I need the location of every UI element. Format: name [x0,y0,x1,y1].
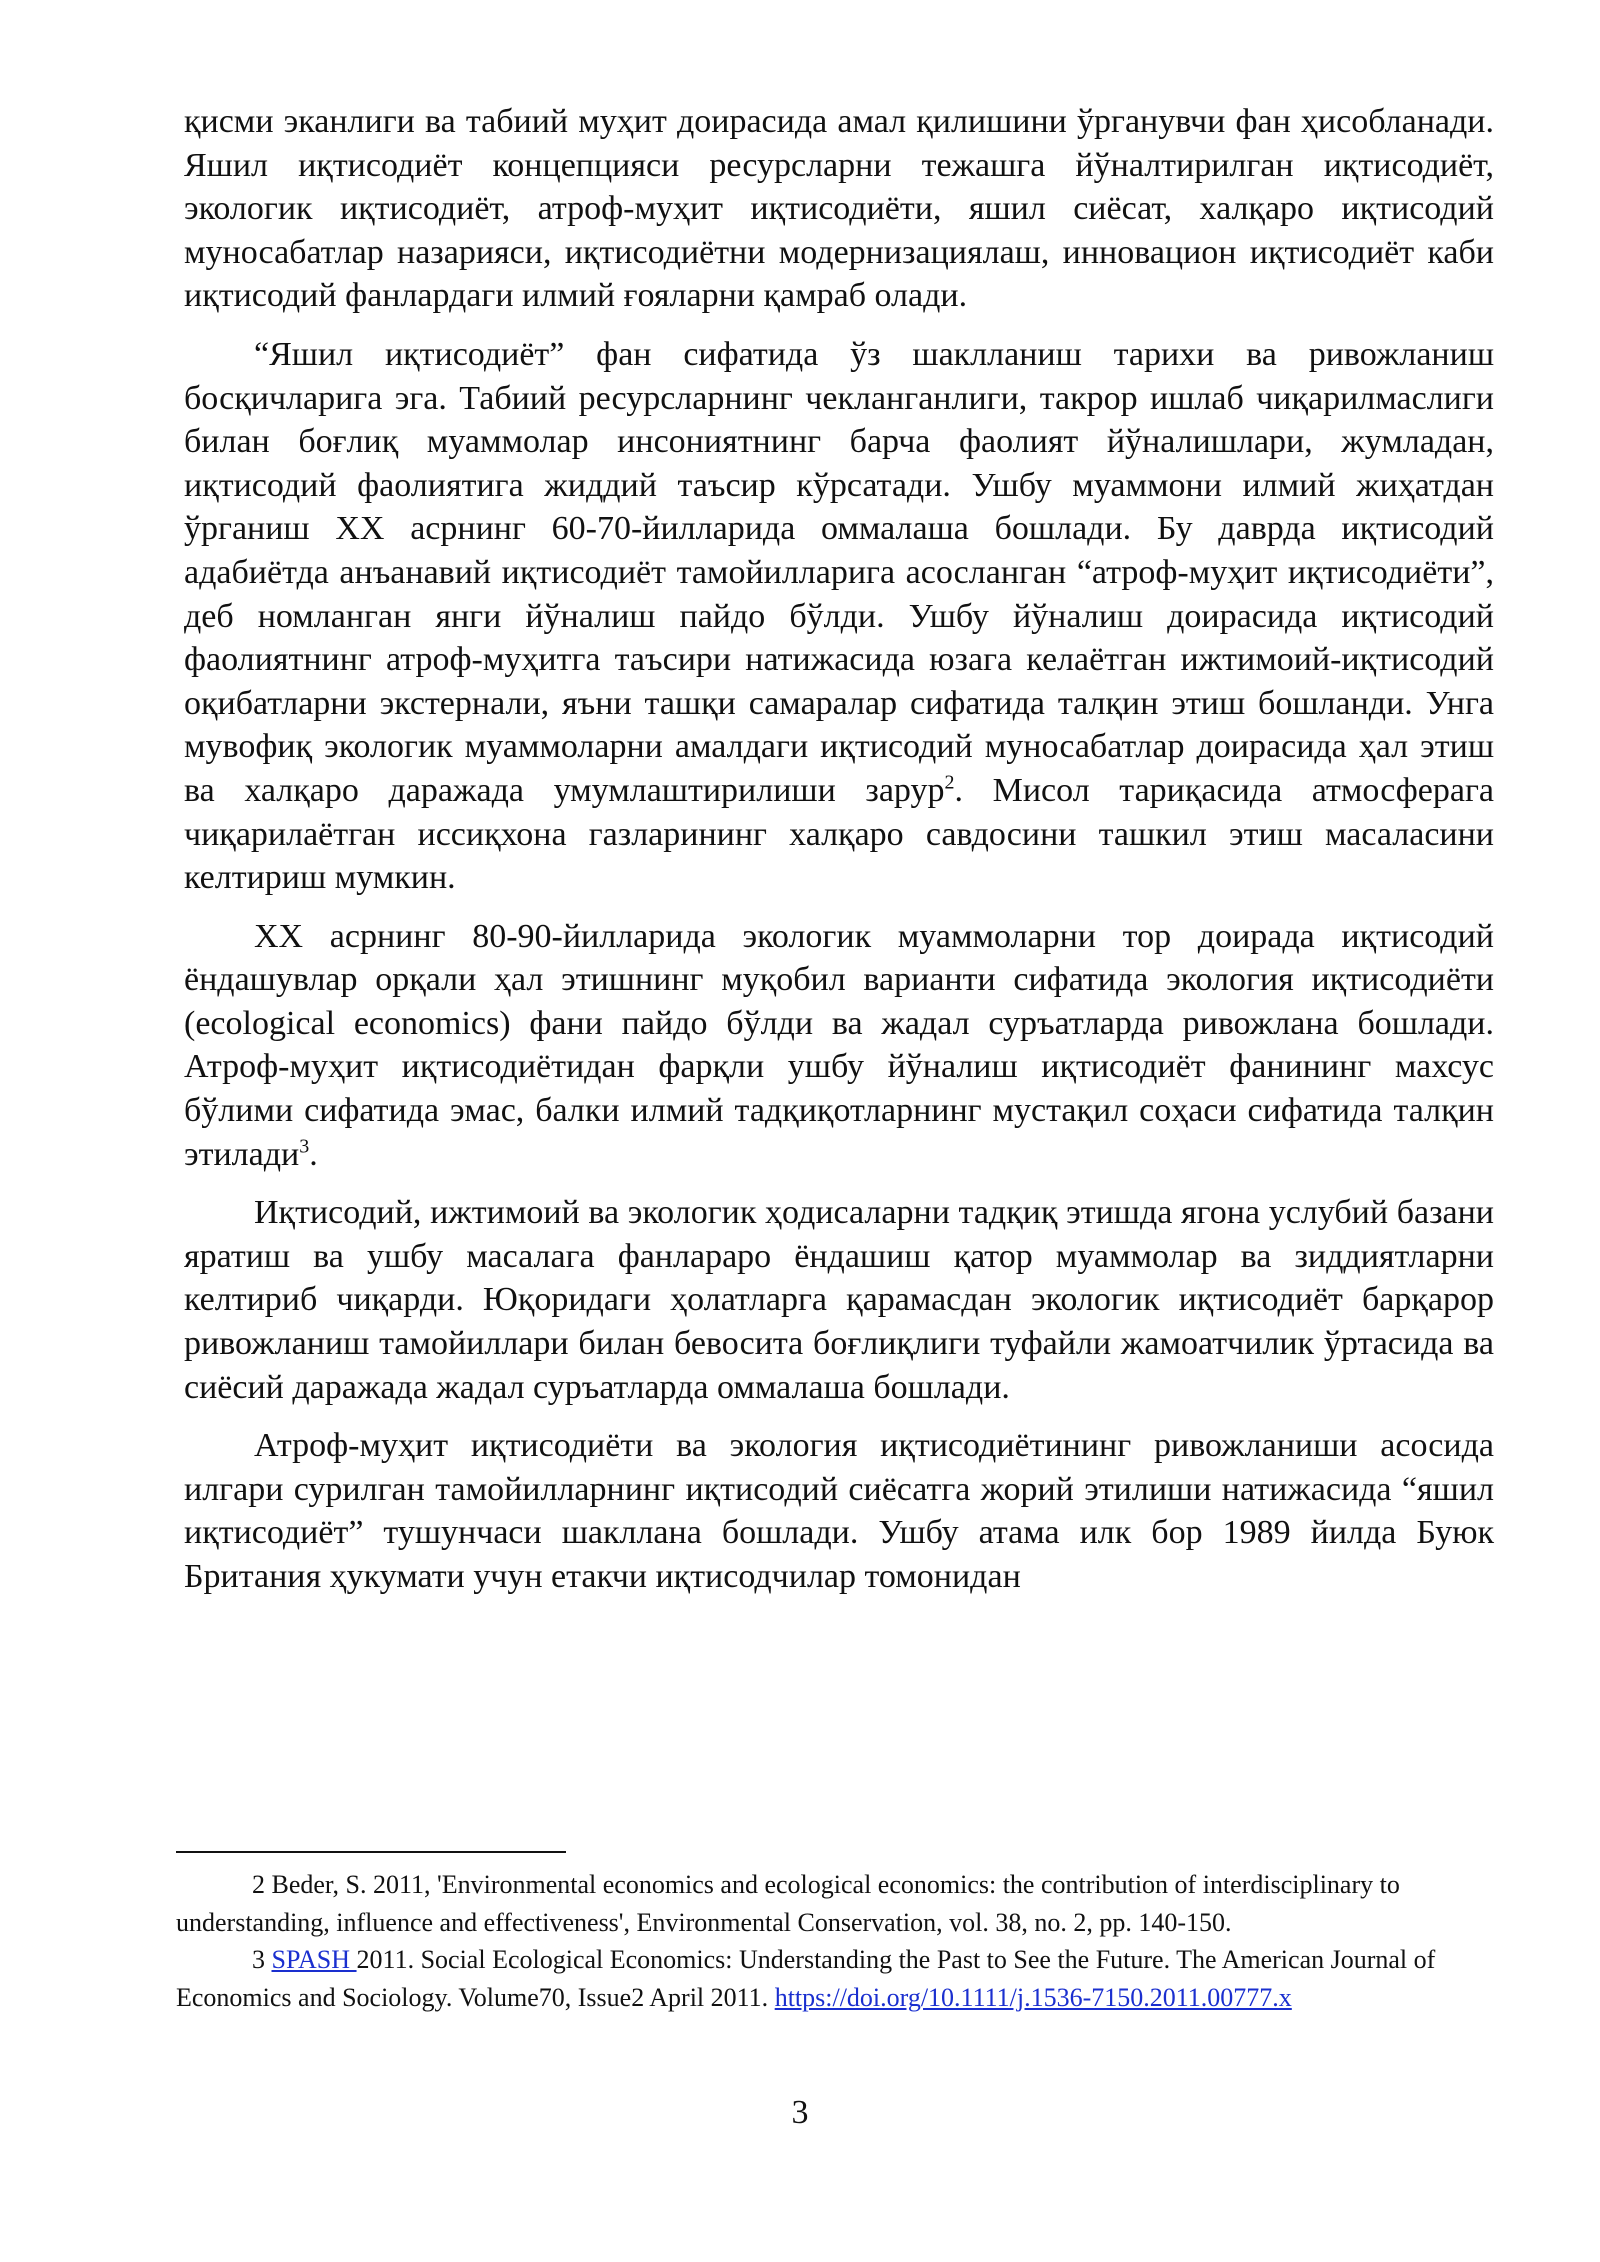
paragraph-1: қисми эканлиги ва табиий муҳит доирасида амал қилишини ўрганувчи фан ҳисобланади. Яшил иқтисодиёт концепцияси ресурсларни тежашга йўналтирилган иқтисодиёт, экологик иқтисодиёт, атроф-муҳит иқтисодиёти, яшил сиёсат, халқаро иқтисодий муносабатлар назарияси, иқтисодиётни модернизациялаш, инновацион иқтисодиёт каби иқтисодий фанлардаги илмий ғояларни қамраб олади. [184,103,1494,315]
paragraph-3 [184,915,1494,1177]
paragraph-5: Атроф-муҳит иқтисодиёти ва экология иқтисодиётининг ривожланиши асосида илгари сурилган тамойилларнинг иқтисодий сиёсатга жорий этилиши натижасида “яшил иқтисодиёт” тушунчаси шакллана бошлади. Ушбу атама илк бор 1989 йилда Буюк Британия ҳукумати учун етакчи иқтисодчилар томонидан [184,1427,1494,1595]
footnote-ref-3[interactable]: 3 [299,1135,310,1158]
paragraph-4: Иқтисодий, ижтимоий ва экологик ҳодисаларни тадқиқ этишда ягона услубий базани яратиш ва ушбу масалага фанлараро ёндашиш қатор муаммолар ва зиддиятларни келтириб чиқарди. Юқоридаги ҳолатларга қарамасдан экологик иқтисодиёт барқарор ривожланиш тамойиллари билан бевосита боғлиқлиги туфайли жамоатчилик ўртасида ва сиёсий даражада жадал суръатларда оммалаша бошлади. [184,1194,1494,1406]
footnote-2-text: Beder, S. 2011, 'Environmental economics and ecological economics: the contribution of interdisciplinary to understanding, influence and effectiveness', Environmental Conservation, vol. 38, no. 2, pp. 140-150. [176,1870,1400,1937]
paragraph-2 [184,333,1494,900]
footnote-separator [176,1851,566,1853]
spash-link[interactable]: SPASH [271,1945,357,1974]
footnote-3-text: 2011. Social Ecological Economics: Understanding the Past to See the Future. The American Journal of Economics and Sociology. Volume70, Issue2 April 2011. [176,1945,1436,2012]
body-text [184,100,1494,1614]
footnote-2 [176,1866,1494,1941]
paragraph-2-text-b: . Мисол тариқасида атмосферага чиқарилаётган иссиқхона газларининг халқаро савдосини ташкил этиш масаласини келтириш мумкин. [184,771,1494,897]
paragraph-2-text-a: “Яшил иқтисодиёт” фан сифатида ўз шаклланиш тарихи ва ривожланиш босқичларига эга. Табиий ресурсларнинг чекланганлиги, такрор ишлаб чиқарилмаслиги билан боғлиқ муаммолар инсониятнинг барча фаолият йўналишлари, жумладан, иқтисодий фаолиятига жиддий таъсир кўрсатади. Ушбу муаммони илмий жиҳатдан ўрганиш XX асрнинг 60-70-йилларида оммалаша бошлади. Бу даврда иқтисодий адабиётда анъанавий иқтисодиёт тамойилларига асосланган “атроф-муҳит иқтисодиёти”, деб номланган янги йўналиш пайдо бўлди. Ушбу йўналиш доирасида иқтисодий фаолиятнинг атроф-муҳитга таъсири натижасида юзага келаётган ижтимоий-иқтисодий оқибатларни экстернали, яъни ташқи самаралар сифатида талқин этиш бошланди. Унга мувофиқ экологик муаммоларни амалдаги иқтисодий муносабатлар доирасида ҳал этиш ва халқаро даражада умумлаштирилиши зарур [184,335,1494,809]
footnote-3 [176,1941,1494,2016]
page-number: 3 [791,2094,809,2131]
footnote-ref-2[interactable]: 2 [944,771,955,794]
footnote-2-number: 2 [252,1870,265,1899]
footnotes [176,1866,1494,2016]
doi-link[interactable]: https://doi.org/10.1111/j.1536-7150.2011.00777.x [774,1982,1292,2012]
footnote-3-number: 3 [252,1945,265,1974]
paragraph-3-text-b: . [309,1135,318,1173]
paragraph-3-text-a: XX асрнинг 80-90-йилларида экологик муаммоларни тор доирада иқтисодий ёндашувлар орқали ҳал этишнинг муқобил варианти сифатида экология иқтисодиёти (ecological economics) фани пайдо бўлди ва жадал суръатларда ривожлана бошлади. Атроф-муҳит иқтисодиётидан фарқли ушбу йўналиш иқтисодиёт фанининг махсус бўлими сифатида эмас, балки илмий тадқиқотларнинг мустақил соҳаси сифатида талқин этилади [184,917,1494,1173]
